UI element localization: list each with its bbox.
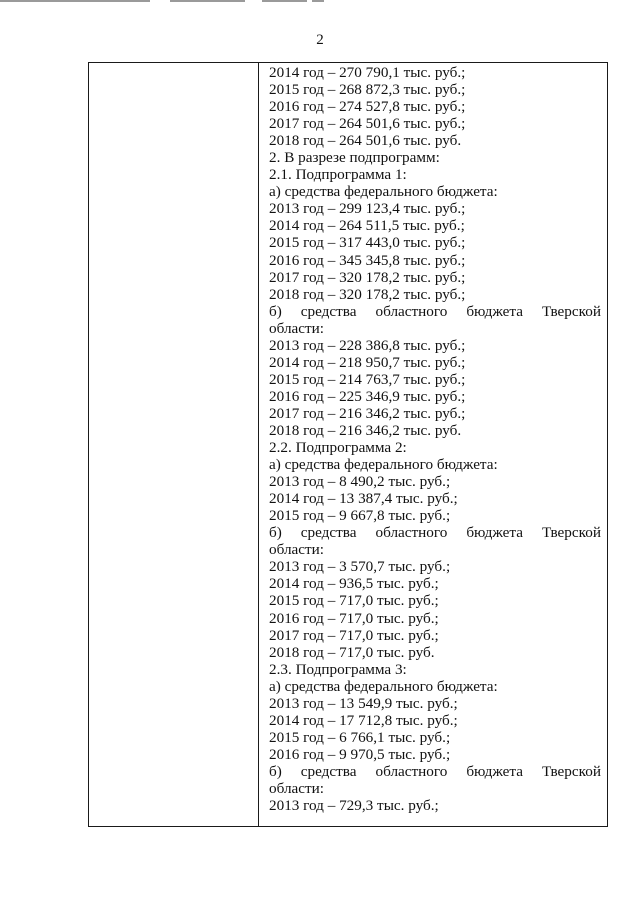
text-line: 2016 год – 345 345,8 тыс. руб.;	[269, 251, 466, 269]
text-word: областного	[375, 302, 448, 320]
text-word: средства	[300, 762, 357, 780]
text-line: 2015 год – 268 872,3 тыс. руб.;	[269, 81, 466, 99]
text-line: 2.2. Подпрограмма 2:	[269, 439, 407, 457]
text-word: областного	[375, 524, 448, 542]
text-word: Тверской	[541, 524, 601, 542]
text-line: 2018 год – 320 178,2 тыс. руб.;	[269, 285, 466, 303]
text-line: 2014 год – 13 387,4 тыс. руб.;	[269, 490, 458, 508]
text-word: средства	[300, 302, 357, 320]
text-line: 2015 год – 717,0 тыс. руб.;	[269, 592, 439, 610]
text-line: 2. В разрезе подпрограмм:	[269, 149, 440, 167]
text-word: Тверской	[541, 302, 601, 320]
text-word: областного	[375, 762, 448, 780]
text-line: а) средства федерального бюджета:	[269, 677, 498, 695]
text-line: а) средства федерального бюджета:	[269, 456, 498, 474]
text-line	[269, 524, 601, 541]
text-line: 2016 год – 9 970,5 тыс. руб.;	[269, 745, 451, 763]
text-line: 2015 год – 317 443,0 тыс. руб.;	[269, 234, 466, 252]
scan-artifact-1	[0, 0, 150, 2]
text-line: 2018 год – 264 501,6 тыс. руб.	[269, 132, 462, 150]
text-line: 2015 год – 9 667,8 тыс. руб.;	[269, 507, 451, 525]
text-line: 2017 год – 320 178,2 тыс. руб.;	[269, 268, 466, 286]
text-line: 2.1. Подпрограмма 1:	[269, 166, 407, 184]
text-line: 2013 год – 729,3 тыс. руб.;	[269, 797, 439, 815]
text-line: 2013 год – 13 549,9 тыс. руб.;	[269, 694, 458, 712]
table-left-column	[89, 63, 259, 826]
text-line: области:	[269, 541, 324, 559]
document-table	[88, 62, 608, 827]
text-line: 2017 год – 264 501,6 тыс. руб.;	[269, 115, 466, 133]
text-line: 2015 год – 6 766,1 тыс. руб.;	[269, 728, 451, 746]
scan-artifact-2	[170, 0, 245, 2]
text-line: 2014 год – 270 790,1 тыс. руб.;	[269, 64, 466, 81]
text-word: бюджета	[466, 762, 523, 780]
scan-artifact-3	[262, 0, 307, 2]
text-word: бюджета	[466, 524, 523, 542]
table-right-column	[259, 63, 607, 826]
text-line: 2014 год – 17 712,8 тыс. руб.;	[269, 711, 458, 729]
text-word: Тверской	[541, 762, 601, 780]
text-word: б)	[269, 302, 282, 320]
text-word: средства	[300, 524, 357, 542]
page-number: 2	[316, 32, 324, 48]
text-line: 2014 год – 218 950,7 тыс. руб.;	[269, 353, 466, 371]
text-line: 2017 год – 717,0 тыс. руб.;	[269, 626, 439, 644]
text-line: 2013 год – 8 490,2 тыс. руб.;	[269, 473, 451, 491]
scan-artifact-4	[312, 0, 324, 2]
text-line: 2018 год – 717,0 тыс. руб.	[269, 643, 435, 661]
text-line: а) средства федерального бюджета:	[269, 183, 498, 201]
text-line: 2016 год – 274 527,8 тыс. руб.;	[269, 98, 466, 116]
text-line: 2013 год – 3 570,7 тыс. руб.;	[269, 558, 451, 576]
text-line: области:	[269, 779, 324, 797]
text-word: бюджета	[466, 302, 523, 320]
text-word: б)	[269, 524, 282, 542]
text-line: 2015 год – 214 763,7 тыс. руб.;	[269, 370, 466, 388]
text-line: 2016 год – 717,0 тыс. руб.;	[269, 609, 439, 627]
text-line	[269, 303, 601, 320]
text-line: 2014 год – 936,5 тыс. руб.;	[269, 575, 439, 593]
text-line: области:	[269, 319, 324, 337]
text-word: б)	[269, 762, 282, 780]
text-line: 2013 год – 299 123,4 тыс. руб.;	[269, 200, 466, 218]
text-line: 2017 год – 216 346,2 тыс. руб.;	[269, 404, 466, 422]
text-line: 2.3. Подпрограмма 3:	[269, 660, 407, 678]
text-line	[269, 763, 601, 780]
text-line: 2016 год – 225 346,9 тыс. руб.;	[269, 387, 466, 405]
text-line: 2018 год – 216 346,2 тыс. руб.	[269, 421, 462, 439]
text-line: 2013 год – 228 386,8 тыс. руб.;	[269, 336, 466, 354]
text-line: 2014 год – 264 511,5 тыс. руб.;	[269, 217, 465, 235]
